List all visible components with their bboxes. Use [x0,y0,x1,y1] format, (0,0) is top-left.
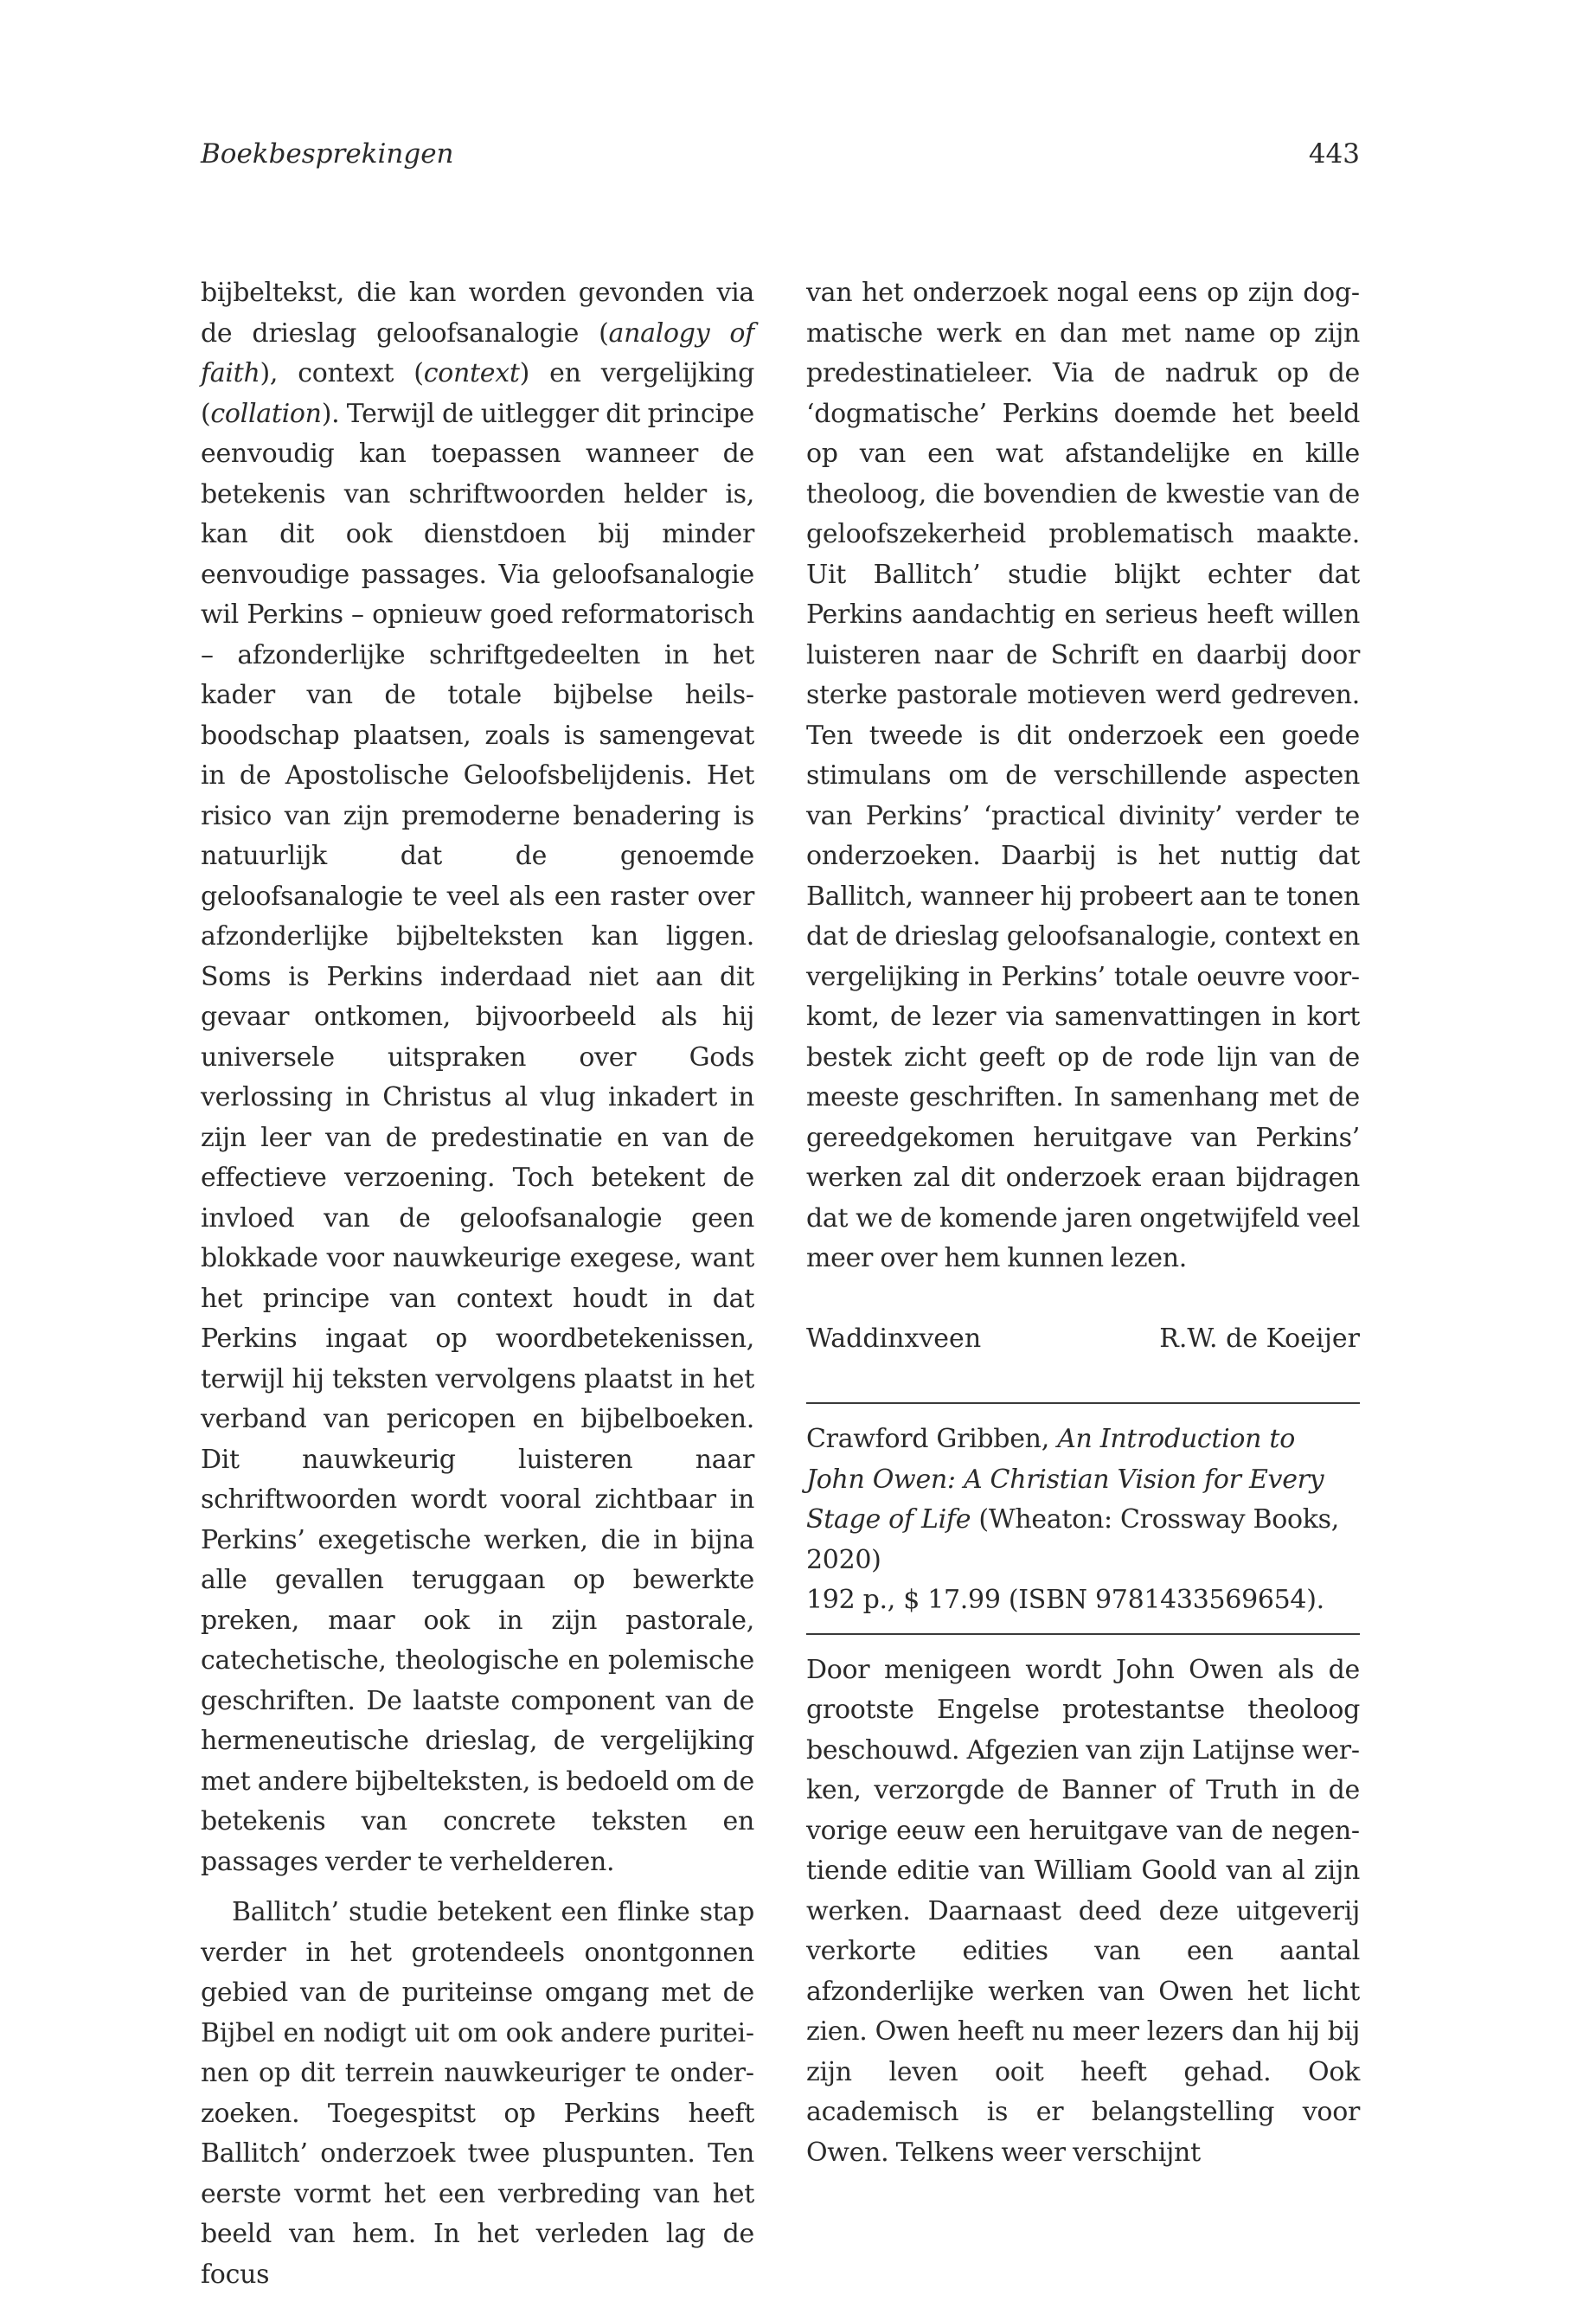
divider-bottom [806,1633,1360,1635]
italic-term: analogy of faith [201,317,754,388]
text-run: bijbeltekst, die kan worden gevonden via de drieslag geloofsanalogie ( [201,278,754,349]
paragraph-evaluation: Ballitch’ studie betekent een flinke stap verder in het grotendeels onontgonnen gebied van de puriteinse omgang met de Bijbel en nodigt uit om ook andere puriteinen op dit terrein nauwkeuriger te onderzoeken. Toegespitst op Perkins heeft Ballitch’ onderzoek twee pluspunten. Ten eerste vormt het een verbreding van het beeld van hem. In het verleden lag de focus [201,1897,754,2290]
paragraph-owen-intro: Door menigeen wordt John Owen als de grootste Engelse protestantse theoloog beschouwd. Afgezien van zijn Latijnse werken, verzorgde de Banner of Truth in de vorige eeuw een heruitgave van de negentiende editie van William Goold van al zijn werken. Daarnaast deed deze uitgeverij verkorte edities van een aantal afzonderlijke werken van Owen het licht zien. Owen heeft nu meer lezers dan hij bij zijn leven ooit heeft gehad. Ook academisch is er belangstelling voor Owen. Telkens weer verschijnt [806,1654,1360,2168]
book-author: Crawford Gribben, [806,1424,1049,1454]
italic-term: context [423,358,520,388]
text-run: ). Terwijl de uitlegger dit principe eenvoudig kan toepassen wanneer de betekenis van schriftwoorden helder is, kan dit ook dienstdoen bij minder eenvoudige passages. Via geloofsanalogie wil Perkins – opnieuw goed reformatorisch – afzonderlijke schriftgedeelten in het kader van de totale bijbelse heilsboodschap plaatsen, zoals is samengevat in de Apostolische Geloofsbelijdenis. Het risico van zijn premoderne benadering is natuurlijk dat de genoemde geloofsanalogie te veel als een raster over afzonderlijke bijbelteksten kan liggen. Soms is Perkins inderdaad niet aan dit gevaar ontkomen, bijvoorbeeld als hij universele uitspraken over Gods verlossing in Christus al vlug inkadert in zijn leer van de predestinatie en van de effectieve verzoening. Toch betekent de invloed van de geloofsanalogie geen blokkade voor nauwkeurige exegese, want het principe van context houdt in dat Perkins ingaat op woordbetekenissen, terwijl hij teksten vervolgens plaatst in het verband van pericopen en bijbelboeken. Dit nauwkeurig luisteren naar schriftwoorden wordt vooral zichtbaar in Perkins’ exegetische werken, die in bijna alle gevallen teruggaan op bewerkte preken, maar ook in zijn pastorale, catechetische, theologische en polemische geschriften. De laatste component van de hermeneutische drieslag, de vergelijking met andere bijbelteksten, is bedoeld om de betekenis van concrete teksten en passages verder te verhelderen. [201,398,754,1877]
paragraph-hermeneutics [201,273,754,1882]
paragraph-conclusion: van het onderzoek nogal eens op zijn dogmatische werk en dan met name op zijn predestinatieleer. Via de nadruk op de ‘dogmatische’ Perkins doemde het beeld op van een wat afstandelijke en kille theoloog, die bovendien de kwestie van de geloofszekerheid problematisch maakte. Uit Ballitch’ studie blijkt echter dat Perkins aandachtig en serieus heeft willen luisteren naar de Schrift en daarbij door sterke pastorale motieven werd gedreven. Ten tweede is dit onderzoek een goede stimulans om de verschillende aspecten van Perkins’ ‘practical divinity’ verder te onderzoeken. Daarbij is het nuttig dat Ballitch, wanneer hij probeert aan te tonen dat de drieslag geloofsanalogie, context en vergelijking in Perkins’ totale oeuvre voorkomt, de lezer via samenvattingen in kort bestek zicht geeft op de rode lijn van de meeste geschriften. In samenhang met de gereedgekomen heruitgave van Perkins’ werken zal dit onderzoek eraan bijdragen dat we de komende jaren ongetwijfeld veel meer over hem kunnen lezen. [806,278,1360,1273]
book-title: An Introduction to John Owen: A Christian Vision for Every Stage of Life [806,1424,1324,1535]
page-number: 443 [1308,138,1360,170]
text-run: ) en vergelijking ( [201,358,754,429]
divider-top [806,1402,1360,1404]
left-column [201,273,754,2295]
book-details: 192 p., $ 17.99 (ISBN 9781433569654). [806,1585,1324,1615]
right-column [806,273,1360,2173]
signature-place: Waddinxveen [806,1323,982,1354]
signature-author: R.W. de Koeijer [1159,1323,1360,1354]
italic-term: collation [210,398,322,429]
book-reference [806,1420,1360,1621]
book-publisher: (Wheaton: Crossway Books, 2020) [806,1504,1339,1575]
running-title: Boekbesprekingen [201,138,454,170]
review-signature [806,1319,1360,1360]
text-run: ), context ( [260,358,424,388]
